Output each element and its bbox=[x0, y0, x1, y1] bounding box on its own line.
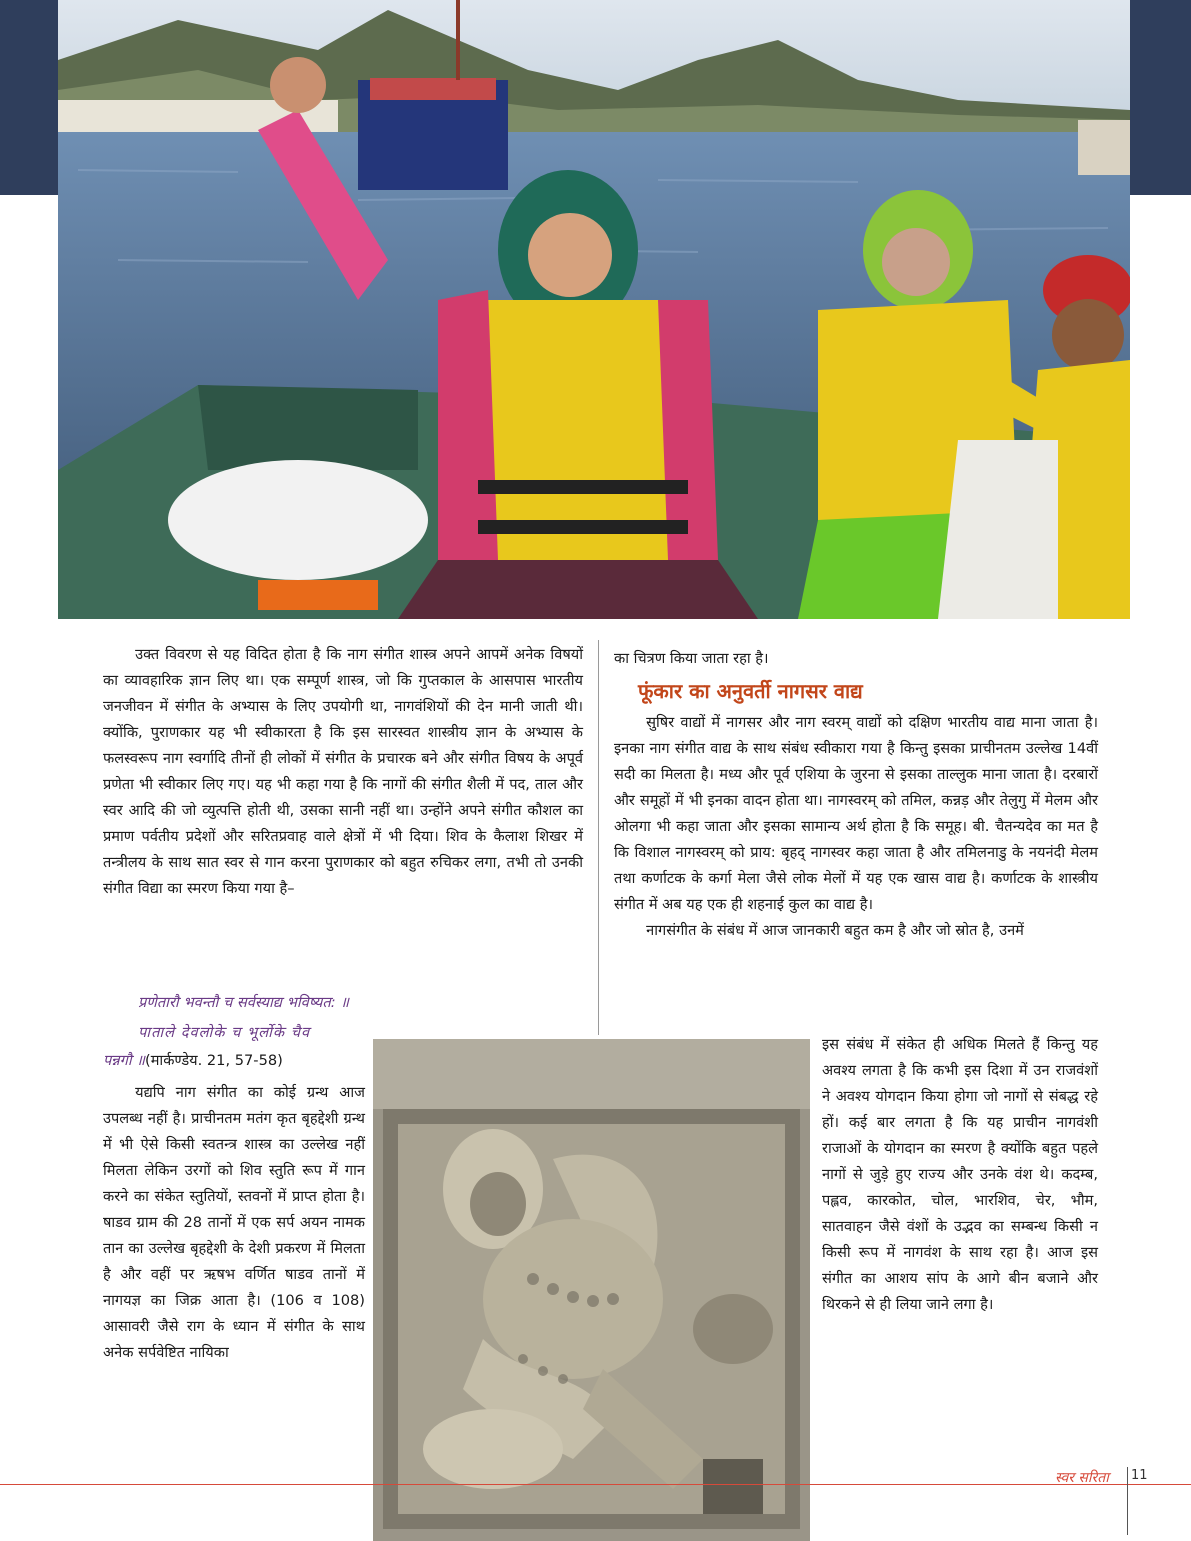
sloka-line-2: पाताले देवलोके च भूर्लोके चैव bbox=[138, 1024, 311, 1041]
right-paragraph-2-start: नागसंगीत के संबंध में आज जानकारी बहुत कम है और जो स्रोत है, उनमें bbox=[646, 922, 1024, 939]
sloka-line-3 bbox=[103, 1050, 283, 1070]
photo-dancers-on-boat bbox=[58, 0, 1130, 619]
sloka-end: पन्नगौ ॥ bbox=[103, 1052, 145, 1069]
sloka-line-1: प्रणेतारौ भवन्तौ च सर्वस्याद्य भविष्यत: ॥ bbox=[138, 994, 350, 1011]
right-continuation: का चित्रण किया जाता रहा है। bbox=[614, 650, 769, 667]
left-narrow-column bbox=[103, 1080, 365, 1366]
section-heading: फूंकार का अनुवर्ती नागसर वाद्य bbox=[638, 679, 863, 703]
footer-brand: स्वर सरिता bbox=[1055, 1470, 1109, 1486]
page-number: 11 bbox=[1131, 1468, 1148, 1483]
footer-separator bbox=[1127, 1467, 1128, 1535]
right-paragraph-2-rest: इस संबंध में संकेत ही अधिक मिलते हैं किन्तु यह अवश्य लगता है कि कभी इस दिशा में उन राजवंशों ने अवश्य योगदान किया होगा जो नागों से संबद्ध रहे हों। कई बार लगता है कि यह प्राचीन नागवंशी राजाओं के योगदान का स्मरण है क्योंकि बहुत पहले नागों से जुड़े हुए राज्य और उनके वंश थे। कदम्ब, पह्लव, कारकोत, चोल, भारशिव, चेर, भौम, सातवाहन जैसे वंशों के उद्भव का सम्बन्ध किसी न किसी रूप में नागवंश के साथ रहा है। आज इस संगीत का आशय सांप के आगे बीन बजाने और थिरकने से ही लिया जाने लगा है। bbox=[822, 1036, 1098, 1313]
footer-rule bbox=[0, 1484, 1191, 1485]
left-paragraph-1: उक्त विवरण से यह विदित होता है कि नाग संगीत शास्त्र अपने आपमें अनेक विषयों का व्यावहारिक ज्ञान लिए था। एक सम्पूर्ण शास्त्र, जो कि गुप्तकाल के आसपास भारतीय जनजीवन में संगीत के अभ्यास के लिए उपयोगी था, नागवंशियों की देन मानी जाती थी। क्योंकि, पुराणकार यह भी स्वीकारता है कि इस सारस्वत शास्त्रीय ज्ञान के अभ्यास के फलस्वरूप नाग स्वर्गादि तीनों ही लोकों में संगीत के प्रचारक बने और संगीत विषय के अपूर्व प्रणेता भी स्वीकार लिए गए। यह भी कहा गया है कि नागों की संगीत शैली में पद, ताल और स्वर आदि की जो व्युत्पत्ति होती थी, उसका सानी नहीं था। उन्होंने अपने संगीत कौशल का प्रमाण पर्वतीय प्रदेशों और सरितप्रवाह वाले क्षेत्रों में भी दिया। शिव के कैलाश शिखर में तन्त्रीलय के साथ सात स्वर से गान करना पुराणकार को बहुत रुचिकर लगा, तभी तो उनकी संगीत विद्या का स्मरण किया गया है– bbox=[103, 646, 583, 897]
column-divider bbox=[598, 640, 599, 1035]
right-paragraph-1: सुषिर वाद्यों में नागसर और नाग स्वरम् वाद्यों को दक्षिण भारतीय वाद्य माना जाता है। इनका नाग संगीत वाद्य के साथ संबंध स्वीकारा गया है किन्तु इसका प्राचीनतम उल्लेख 14वीं सदी का मिलता है। मध्य और पूर्व एशिया के जुरना से इसका ताल्लुक माना जाता है। दरबारों और समूहों में भी इनका वादन होता था। नागस्वरम् को तमिल, कन्नड़ और तेलुगु में मेलम और ओलगा भी कहा जाता और इसका सामान्य अर्थ होता है कि समूह। बी. चैतन्यदेव का मत है कि विशाल नागस्वरम् को प्राय: बृहद् नागस्वर कहा जाता है और तमिलनाडु के नयनंदी मेलम तथा कर्णाटक के कर्गा मेला जैसे लोक मेलों में यह एक खास वाद्य है। कर्णाटक के शास्त्रीय संगीत में अब यह एक ही शहनाई कुल का वाद्य है। bbox=[614, 714, 1098, 913]
photo-stone-carving-naga bbox=[373, 1039, 810, 1541]
right-column bbox=[614, 646, 1098, 944]
sloka-citation: (मार्कण्डेय. 21, 57-58) bbox=[145, 1052, 283, 1069]
left-paragraph-2: यद्यपि नाग संगीत का कोई ग्रन्थ आज उपलब्ध नहीं है। प्राचीनतम मतंग कृत बृहद्देशी ग्रन्थ में भी ऐसे किसी स्वतन्त्र शास्त्र का उल्लेख नहीं मिलता लेकिन उरगों को शिव स्तुति रूप में गान करने का संकेत स्तुतियों, स्तवनों में प्राप्त होता है। षाडव ग्राम की 28 तानों में एक सर्प अयन नामक तान का उल्लेख बृहद्देशी के देशी प्रकरण में मिलता है और वहीं पर ऋषभ वर्णित षाडव तानों में नागयज्ञ का जिक्र आता है। (106 व 108) आसावरी जैसे राग के ध्यान में संगीत के साथ अनेक सर्पवेष्टित नायिका bbox=[103, 1084, 365, 1361]
right-narrow-column bbox=[822, 1032, 1098, 1318]
left-column bbox=[103, 642, 583, 902]
